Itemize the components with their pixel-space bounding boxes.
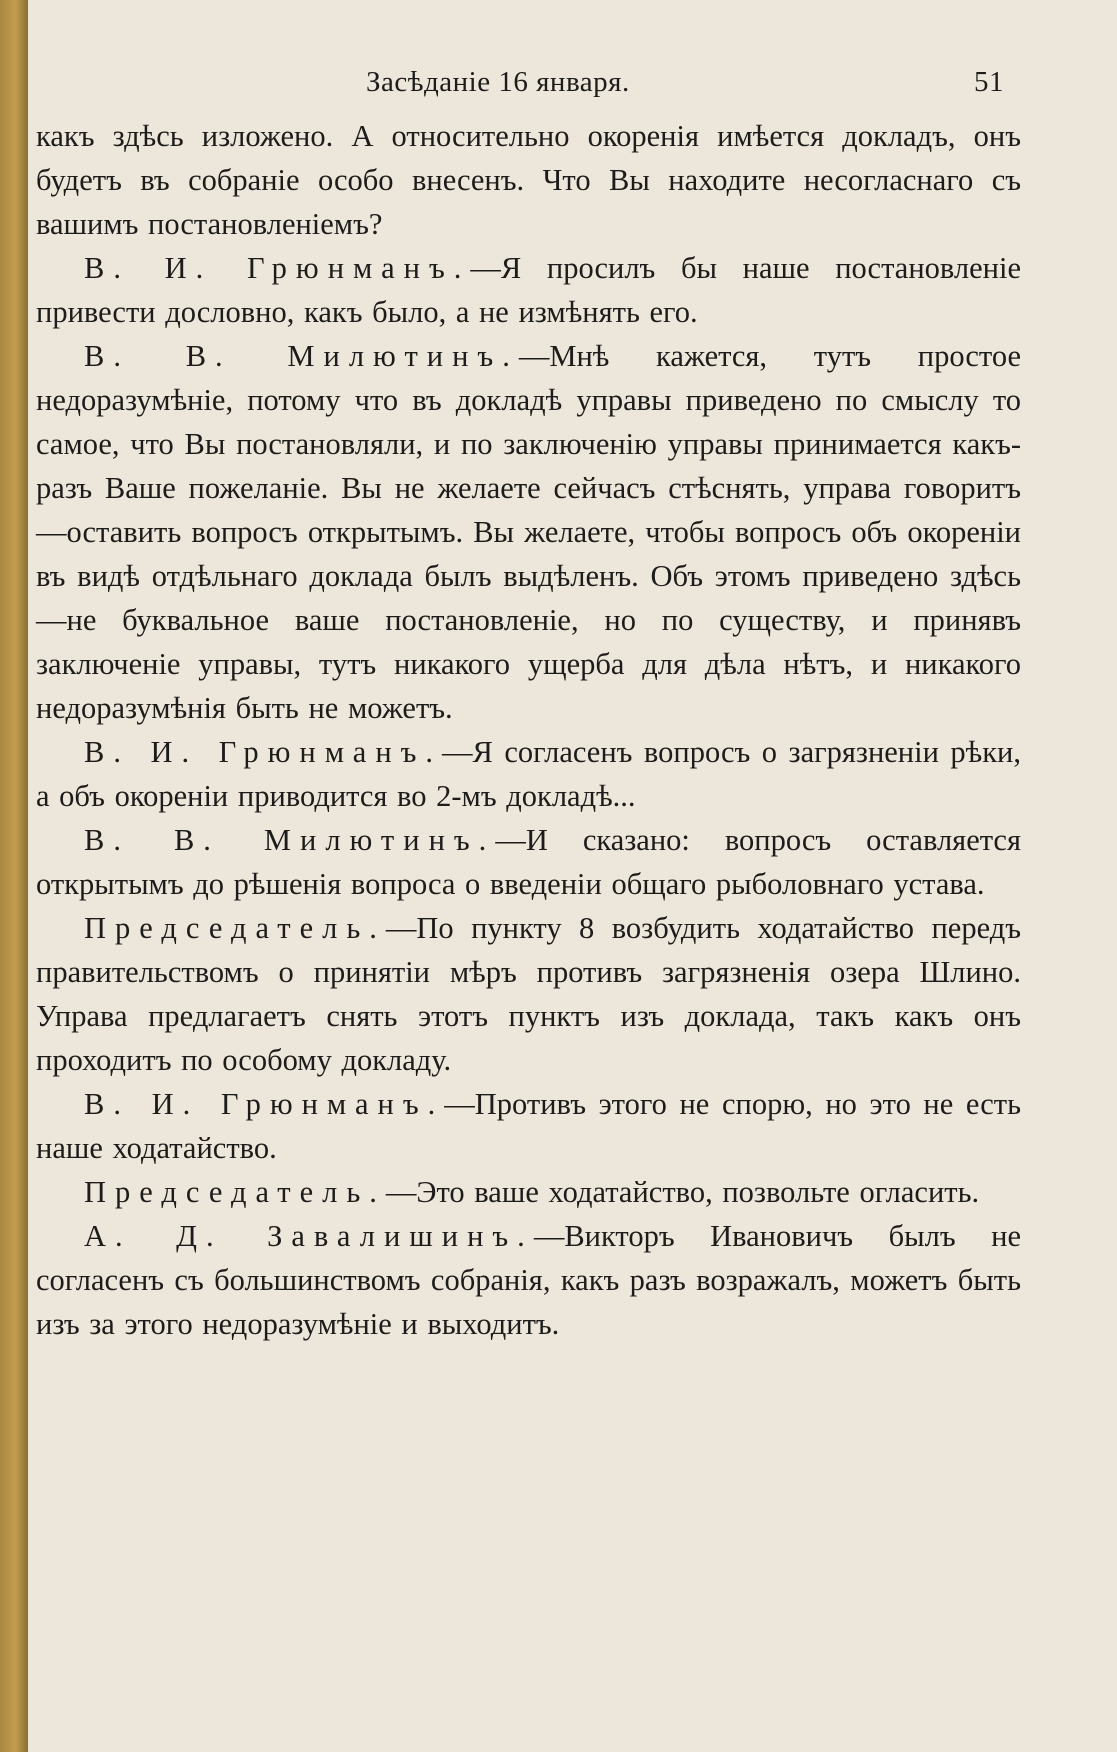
paragraph bbox=[36, 1170, 1021, 1214]
paragraph bbox=[36, 906, 1021, 1082]
speaker-name: Председатель. bbox=[84, 1175, 386, 1209]
paragraph-text: —Я согласенъ вопросъ о загрязненіи рѣки, а объ окореніи приводится во 2-мъ докладѣ... bbox=[36, 735, 1021, 813]
paragraph bbox=[36, 334, 1021, 730]
paragraph bbox=[36, 1082, 1021, 1170]
speaker-name: В. И. Грюнманъ. bbox=[84, 251, 471, 285]
page-text bbox=[36, 114, 1021, 1346]
speaker-name: В. В. Милютинъ. bbox=[84, 823, 496, 857]
speaker-name: А. Д. Завалишинъ. bbox=[84, 1219, 534, 1253]
speaker-name: Председатель. bbox=[84, 911, 386, 945]
paragraph-text: какъ здѣсь изложено. А относительно окоренія имѣется докладъ, онъ будетъ въ собраніе особо внесенъ. Что Вы находите несогласнаго съ вашимъ постановленіемъ? bbox=[36, 119, 1021, 241]
paragraph-text: —И сказано: вопросъ оставляется открытымъ до рѣшенія вопроса о введеніи общаго рыболовнаго устава. bbox=[36, 823, 1021, 901]
running-head bbox=[36, 58, 1021, 114]
paragraph-text: —По пункту 8 возбудить ходатайство передъ правительствомъ о принятіи мѣръ противъ загрязненія озера Шлино. Управа предлагаетъ снять этотъ пунктъ изъ доклада, такъ какъ онъ проходитъ по особому докладу. bbox=[36, 911, 1021, 1077]
speaker-name: В. И. Грюнманъ. bbox=[84, 1087, 445, 1121]
running-head-title: Засѣданіе 16 января. bbox=[366, 66, 630, 98]
book-spine-edge bbox=[0, 0, 28, 1752]
paragraph-text: —Мнѣ кажется, тутъ простое недоразумѣніе, потому что въ докладѣ управы приведено по смыслу то самое, что Вы постановляли, и по заключенію управы принимается какъ-разъ Ваше пожеланіе. Вы не желаете сейчасъ стѣснять, управа говоритъ—оставить вопросъ открытымъ. Вы желаете, чтобы вопросъ объ окореніи въ видѣ отдѣльнаго доклада былъ выдѣленъ. Объ этомъ приведено здѣсь—не буквальное ваше постановленіе, но по существу, и принявъ заключеніе управы, тутъ никакого ущерба для дѣла нѣтъ, и никакого недоразумѣнія быть не можетъ. bbox=[36, 339, 1022, 725]
paragraph-text: —Противъ этого не спорю, но это не есть наше ходатайство. bbox=[36, 1087, 1021, 1165]
paragraph bbox=[36, 246, 1021, 334]
page-number: 51 bbox=[974, 66, 1004, 98]
paragraph-text: —Это ваше ходатайство, позвольте огласить. bbox=[385, 1175, 980, 1209]
speaker-name: В. И. Грюнманъ. bbox=[84, 735, 443, 769]
book-page bbox=[36, 58, 1021, 1346]
paragraph bbox=[36, 730, 1021, 818]
paragraph bbox=[36, 818, 1021, 906]
speaker-name: В. В. Милютинъ. bbox=[84, 339, 519, 373]
paragraph bbox=[36, 114, 1021, 246]
paragraph bbox=[36, 1214, 1021, 1346]
paragraph-text: —Викторъ Ивановичъ былъ не согласенъ съ большинствомъ собранія, какъ разъ возражалъ, можетъ быть изъ за этого недоразумѣніе и выходитъ. bbox=[36, 1219, 1021, 1341]
paragraph-text: —Я просилъ бы наше постановленіе привести дословно, какъ было, а не измѣнять его. bbox=[36, 251, 1021, 329]
